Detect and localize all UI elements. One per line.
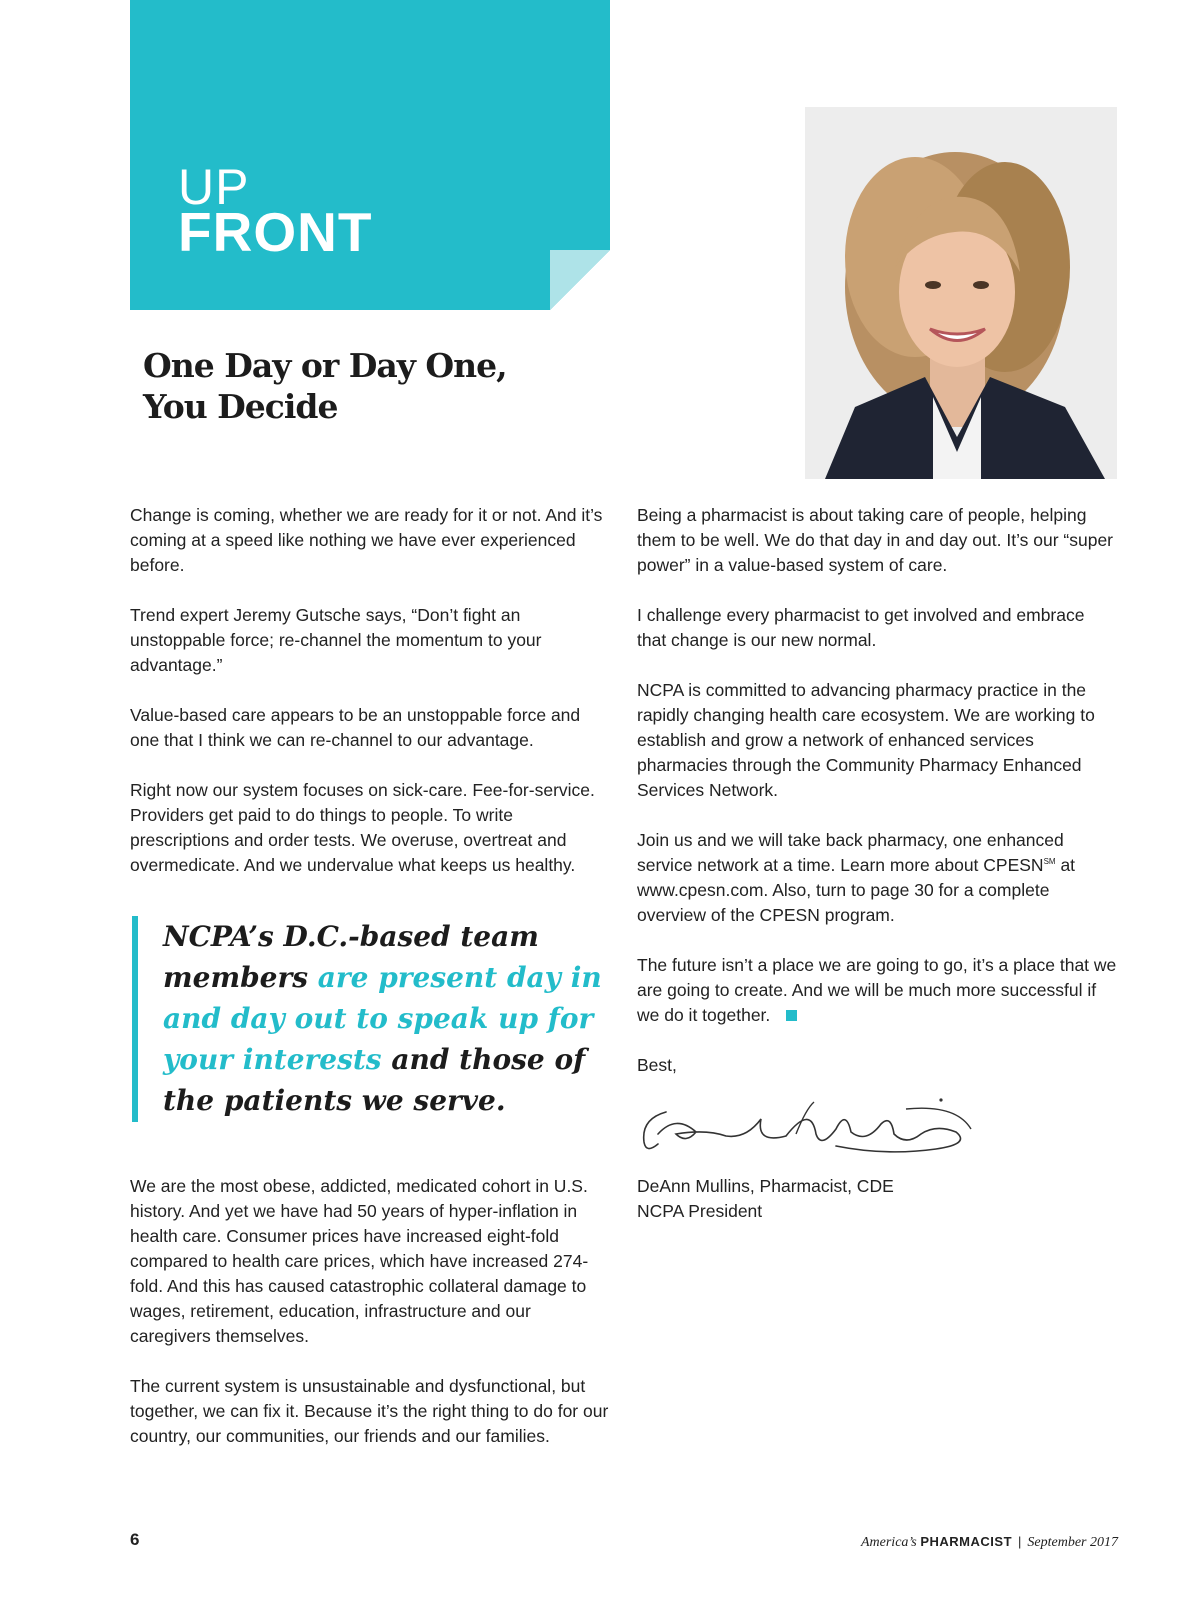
headline-line-1: One Day or Day One, bbox=[143, 346, 507, 385]
service-mark: SM bbox=[1043, 857, 1056, 867]
signer-name: DeAnn Mullins, Pharmacist, CDE bbox=[637, 1176, 894, 1196]
left-column-bottom bbox=[130, 1174, 610, 1474]
banner-title-up: UP bbox=[178, 159, 250, 215]
end-mark-icon bbox=[786, 1010, 797, 1021]
left-column-top bbox=[130, 503, 610, 903]
handwritten-signature bbox=[636, 1094, 976, 1160]
footer-separator: | bbox=[1018, 1534, 1022, 1549]
issue-date: September 2017 bbox=[1027, 1535, 1118, 1550]
paragraph-text: The future isn’t a place we are going to go, it’s a place that we are going to create. And we will be much more successful if we do it together. bbox=[637, 955, 1117, 1025]
paragraph-text: at www.cpesn.com. Also, turn to page 30 for a complete overview of the CPESN program. bbox=[637, 855, 1076, 925]
pull-quote-part-3: and those of the patients we serve. bbox=[163, 1043, 586, 1117]
paragraph: I challenge every pharmacist to get involved and embrace that change is our new normal. bbox=[637, 605, 1085, 650]
signer-title: NCPA President bbox=[637, 1201, 763, 1221]
paragraph bbox=[637, 828, 1117, 928]
paragraph: Change is coming, whether we are ready for it or not. And it’s coming at a speed like nothing we have ever experienced before. bbox=[130, 505, 603, 575]
magazine-prefix: America’s bbox=[860, 1535, 917, 1550]
paragraph: NCPA is committed to advancing pharmacy practice in the rapidly changing health care ecosystem. We are working to establish and grow a network of enhanced services pharmacies through the Community Pharmacy Enhanced Services Network. bbox=[637, 680, 1095, 800]
paragraph: Being a pharmacist is about taking care of people, helping them to be well. We do that day in and day out. It’s our “super power” in a value-based system of care. bbox=[637, 505, 1114, 575]
closing: Best, bbox=[637, 1055, 677, 1075]
right-column bbox=[637, 503, 1117, 1103]
page-fold-corner bbox=[550, 250, 610, 310]
running-footer bbox=[861, 1534, 1118, 1551]
headline-line-2: You Decide bbox=[143, 387, 338, 426]
paragraph-text: Join us and we will take back pharmacy, one enhanced service network at a time. Learn more about CPESN bbox=[637, 830, 1064, 875]
signer-block bbox=[637, 1174, 894, 1224]
paragraph: Value-based care appears to be an unstoppable force and one that I think we can re-channel to our advantage. bbox=[130, 705, 581, 750]
paragraph: Trend expert Jeremy Gutsche says, “Don’t fight an unstoppable force; re-channel the momentum to your advantage.” bbox=[130, 605, 542, 675]
author-portrait bbox=[805, 107, 1117, 479]
pull-quote bbox=[132, 916, 633, 1122]
page-number: 6 bbox=[130, 1530, 140, 1549]
pull-quote-highlight: are present day in and day out to speak up for your interests bbox=[163, 961, 602, 1076]
banner-title-front: FRONT bbox=[178, 201, 373, 263]
paragraph bbox=[637, 953, 1117, 1028]
article-headline bbox=[143, 345, 593, 427]
paragraph: Right now our system focuses on sick-care. Fee-for-service. Providers get paid to do things to people. To write prescriptions and order tests. We overuse, overtreat and overmedicate. And we undervalue what keeps us healthy. bbox=[130, 780, 595, 875]
magazine-name: PHARMACIST bbox=[920, 1534, 1013, 1549]
pull-quote-part-1: NCPA’s D.C.-based team members bbox=[163, 920, 539, 994]
paragraph: The current system is unsustainable and dysfunctional, but together, we can fix it. Because it’s the right thing to do for our country, our communities, our friends and our families. bbox=[130, 1376, 609, 1446]
section-banner bbox=[130, 0, 610, 310]
paragraph: We are the most obese, addicted, medicated cohort in U.S. history. And yet we have had 50 years of hyper-inflation in health care. Consumer prices have increased eight-fold compared to health care prices, which have increased 274-fold. And this has caused catastrophic collateral damage to wages, retirement, education, infrastructure and our caregivers themselves. bbox=[130, 1176, 589, 1346]
